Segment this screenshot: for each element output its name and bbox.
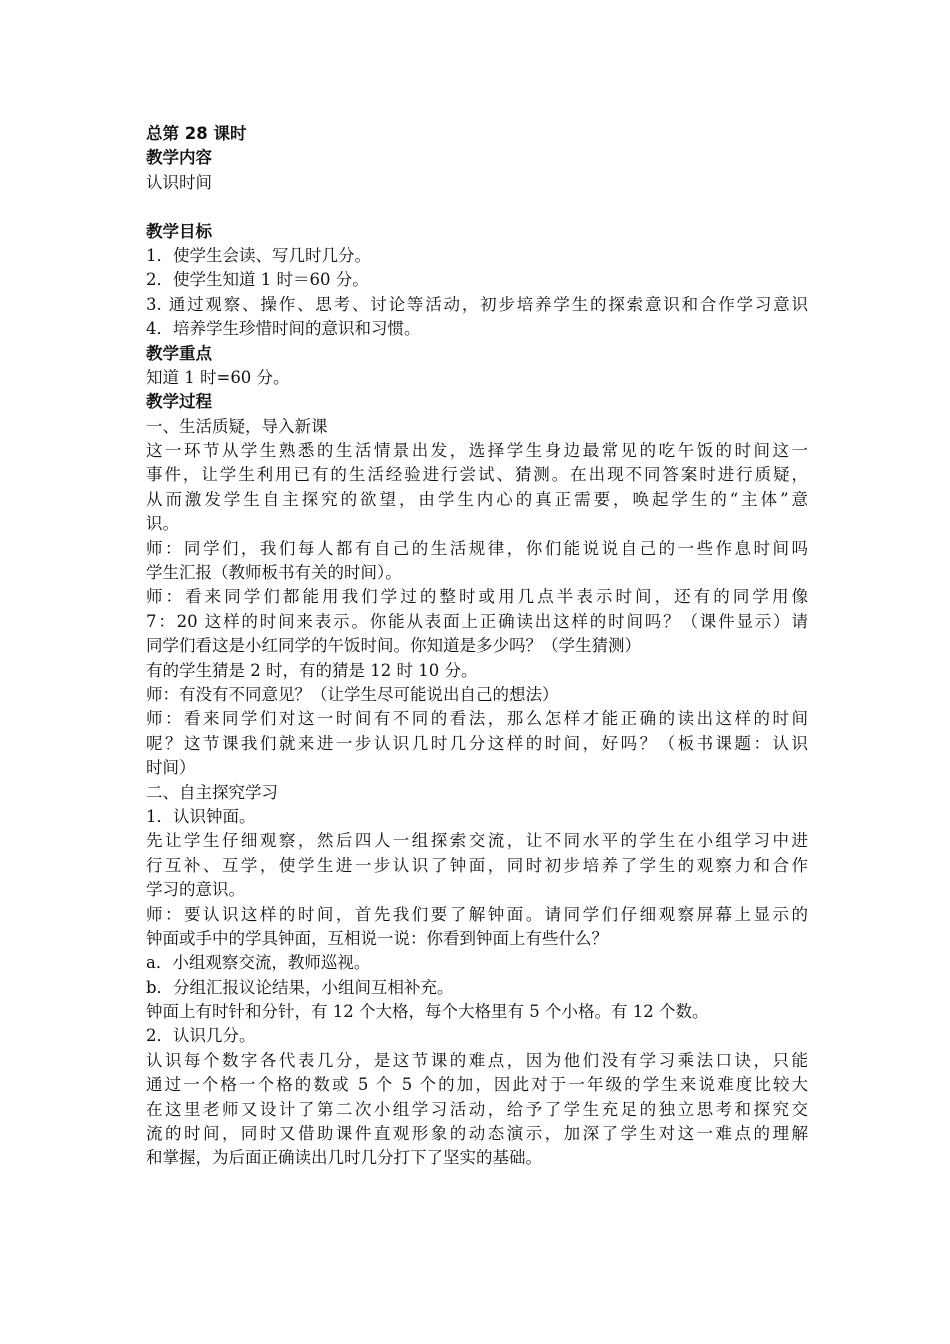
paragraph-line: 师：有没有不同意见？（让学生尽可能说出自己的想法） <box>146 684 559 704</box>
subsection-title: 2．认识几分。 <box>146 1026 256 1046</box>
heading-teaching-key-point: 教学重点 <box>146 343 212 363</box>
goal-item: 4．培养学生珍惜时间的意识和习惯。 <box>146 319 421 339</box>
paragraph-line: 行互补、互学，使学生进一步认识了钟面，同时初步培养了学生的观察力和合作 <box>146 855 808 875</box>
subsection-title: 1．认识钟面。 <box>146 806 256 826</box>
section-one-title: 一、生活质疑，导入新课 <box>146 416 328 436</box>
section-two-title: 二、自主探究学习 <box>146 782 278 802</box>
goal-item: 1．使学生会读、写几时几分。 <box>146 245 371 265</box>
paragraph-line: 从而激发学生自主探究的欲望，由学生内心的真正需要，唤起学生的“主体”意 <box>146 489 808 509</box>
paragraph-line: 钟面上有时针和分针，有 12 个大格，每个大格里有 5 个小格。有 12 个数。 <box>146 1002 709 1022</box>
paragraph-line: 师：要认识这样的时间，首先我们要了解钟面。请同学们仔细观察屏幕上显示的 <box>146 904 808 924</box>
paragraph-line: 通过一个格一个格的数或 5 个 5 个的加，因此对于一年级的学生来说难度比较大 <box>146 1075 808 1095</box>
paragraph-line: 这一环节从学生熟悉的生活情景出发，选择学生身边最常见的吃午饭的时间这一 <box>146 441 808 461</box>
paragraph-line: 学生汇报（教师板书有关的时间）。 <box>146 563 402 583</box>
paragraph-line: 流的时间，同时又借助课件直观形象的动态演示，加深了学生对这一难点的理解 <box>146 1124 808 1144</box>
paragraph-line: 认识每个数字各代表几分，是这节课的难点，因为他们没有学习乘法口诀，只能 <box>146 1050 808 1070</box>
paragraph-line: a．小组观察交流，教师巡视。 <box>146 953 371 973</box>
teaching-content-text: 认识时间 <box>146 172 212 192</box>
paragraph-line: 和掌握，为后面正确读出几时几分打下了坚实的基础。 <box>146 1148 542 1168</box>
paragraph-line: 同学们看这是小红同学的午饭时间。你知道是多少吗？（学生猜测） <box>146 636 641 656</box>
document-page <box>146 122 808 1171</box>
paragraph-line: 事件，让学生利用已有的生活经验进行尝试、猜测。在出现不同答案时进行质疑， <box>146 465 808 485</box>
paragraph-line: 师：看来同学们对这一时间有不同的看法，那么怎样才能正确的读出这样的时间 <box>146 709 808 729</box>
paragraph-line: 师：看来同学们都能用我们学过的整时或用几点半表示时间，还有的同学用像 <box>146 587 808 607</box>
goal-item: 3. 通过观察、操作、思考、讨论等活动，初步培养学生的探索意识和合作学习意识 <box>146 294 808 314</box>
paragraph-line: 在这里老师又设计了第二次小组学习活动，给予了学生充足的独立思考和探究交 <box>146 1099 808 1119</box>
paragraph-line: b．分组汇报议论结果，小组间互相补充。 <box>146 977 454 997</box>
heading-teaching-content: 教学内容 <box>146 148 212 168</box>
goal-item: 2．使学生知道 1 时＝60 分。 <box>146 270 369 290</box>
lesson-number: 总第 28 课时 <box>146 124 247 143</box>
heading-teaching-goals: 教学目标 <box>146 221 212 241</box>
heading-teaching-process: 教学过程 <box>146 392 212 412</box>
paragraph-line: 呢？这节课我们就来进一步认识几时几分这样的时间，好吗？（板书课题：认识 <box>146 733 808 753</box>
paragraph-line: 有的学生猜是 2 时，有的猜是 12 时 10 分。 <box>146 660 478 680</box>
paragraph-line: 钟面或手中的学具钟面，互相说一说：你看到钟面上有些什么？ <box>146 928 608 948</box>
paragraph-line: 学习的意识。 <box>146 880 245 900</box>
paragraph-line: 时间） <box>146 758 196 778</box>
blank-line <box>146 195 808 219</box>
paragraph-line: 识。 <box>146 514 179 534</box>
key-point-text: 知道 1 时=60 分。 <box>146 367 290 387</box>
paragraph-line: 师：同学们，我们每人都有自己的生活规律，你们能说说自己的一些作息时间吗 <box>146 538 808 558</box>
paragraph-line: 先让学生仔细观察，然后四人一组探索交流，让不同水平的学生在小组学习中进 <box>146 831 808 851</box>
paragraph-line: 7：20 这样的时间来表示。你能从表面上正确读出这样的时间吗？（课件显示）请 <box>146 611 808 631</box>
